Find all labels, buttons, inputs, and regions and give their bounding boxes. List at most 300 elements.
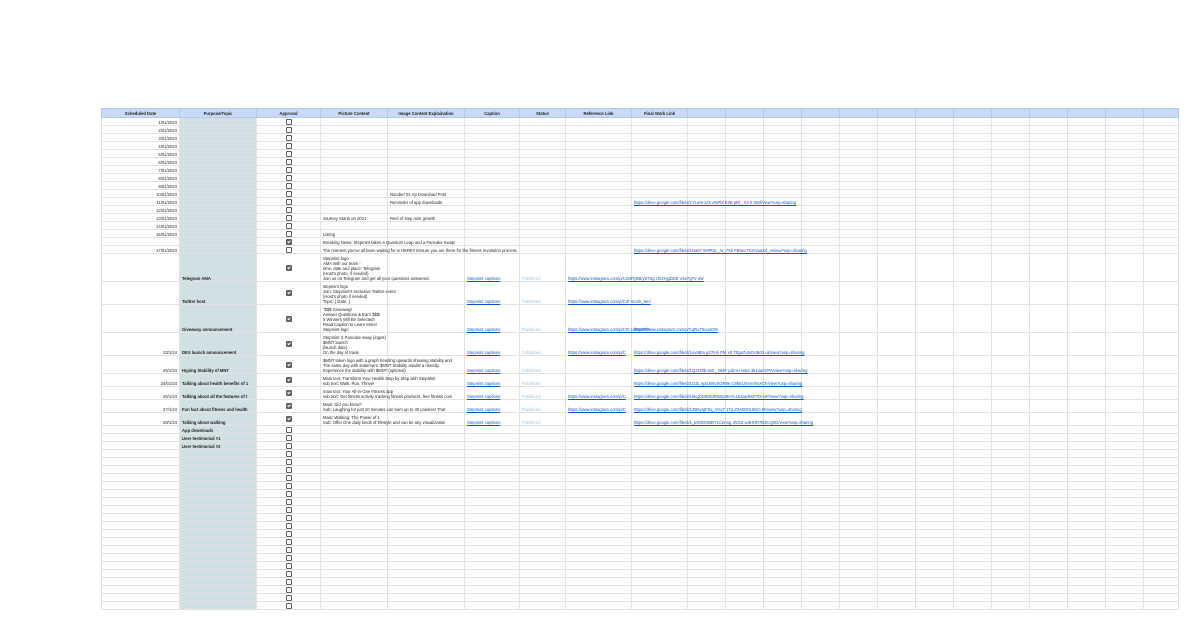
- empty-cell[interactable]: [1106, 602, 1144, 610]
- status-cell[interactable]: [520, 442, 566, 450]
- empty-cell[interactable]: [1144, 570, 1179, 578]
- caption-cell[interactable]: [465, 198, 520, 206]
- empty-cell[interactable]: [802, 538, 840, 546]
- final-work-link-cell[interactable]: [632, 426, 688, 434]
- approval-checkbox[interactable]: [286, 175, 292, 181]
- empty-cell[interactable]: [878, 118, 916, 126]
- empty-cell[interactable]: [802, 206, 840, 214]
- empty-cell[interactable]: [840, 333, 878, 356]
- empty-cell[interactable]: [1144, 474, 1179, 482]
- empty-cell[interactable]: [1144, 538, 1179, 546]
- empty-cell[interactable]: [520, 506, 566, 514]
- empty-cell[interactable]: [1106, 466, 1144, 474]
- empty-cell[interactable]: [840, 222, 878, 230]
- empty-cell[interactable]: [520, 466, 566, 474]
- empty-cell[interactable]: [840, 142, 878, 150]
- empty-cell[interactable]: [916, 206, 954, 214]
- empty-cell[interactable]: [1144, 522, 1179, 530]
- empty-cell[interactable]: [878, 356, 916, 374]
- final-work-link-cell[interactable]: [632, 198, 797, 206]
- empty-cell[interactable]: [916, 546, 954, 554]
- status-cell[interactable]: [520, 118, 566, 126]
- empty-cell[interactable]: [878, 506, 916, 514]
- empty-cell[interactable]: [954, 246, 992, 254]
- scheduled-date-cell[interactable]: 23/1/24: [102, 333, 180, 356]
- empty-cell[interactable]: [566, 522, 632, 530]
- status-cell[interactable]: [520, 238, 566, 246]
- empty-cell[interactable]: [1106, 182, 1144, 190]
- empty-cell[interactable]: [764, 282, 802, 305]
- empty-cell[interactable]: [878, 482, 916, 490]
- empty-cell[interactable]: [1030, 246, 1068, 254]
- empty-cell[interactable]: [992, 190, 1030, 198]
- empty-cell[interactable]: [388, 538, 465, 546]
- image-content-cell[interactable]: [388, 206, 465, 214]
- topic-cell[interactable]: [180, 522, 257, 530]
- empty-cell[interactable]: [802, 602, 840, 610]
- empty-cell[interactable]: [954, 570, 992, 578]
- picture-content-cell[interactable]: [321, 238, 456, 246]
- topic-cell[interactable]: [180, 586, 257, 594]
- caption-cell[interactable]: [465, 238, 520, 246]
- empty-cell[interactable]: [840, 206, 878, 214]
- empty-cell[interactable]: [1030, 356, 1068, 374]
- empty-cell[interactable]: [102, 530, 180, 538]
- empty-cell[interactable]: [878, 602, 916, 610]
- empty-cell[interactable]: [1068, 214, 1106, 222]
- empty-cell[interactable]: [840, 562, 878, 570]
- empty-cell[interactable]: [992, 562, 1030, 570]
- reference-link[interactable]: https://www.instagram.com/p/C1NRy8B/y5TSg chI2HjgDDb V4e7g7V n8/: [568, 276, 704, 281]
- caption-cell[interactable]: [465, 400, 520, 413]
- empty-cell[interactable]: [1106, 134, 1144, 142]
- final-work-link-cell[interactable]: [632, 333, 805, 356]
- empty-cell[interactable]: [688, 174, 726, 182]
- picture-content-cell[interactable]: [321, 206, 388, 214]
- empty-cell[interactable]: [954, 578, 992, 586]
- empty-cell[interactable]: [520, 578, 566, 586]
- image-content-cell[interactable]: [388, 134, 465, 142]
- empty-cell[interactable]: [465, 474, 520, 482]
- empty-cell[interactable]: [388, 498, 465, 506]
- empty-cell[interactable]: [840, 490, 878, 498]
- picture-content-cell[interactable]: [321, 333, 388, 356]
- approval-cell[interactable]: [257, 482, 321, 490]
- final-work-link-cell[interactable]: [632, 246, 807, 254]
- empty-cell[interactable]: [916, 238, 954, 246]
- caption-link[interactable]: Stepmint captions: [467, 407, 501, 412]
- scheduled-date-cell[interactable]: 10/01/2024: [102, 190, 180, 198]
- empty-cell[interactable]: [992, 522, 1030, 530]
- empty-cell[interactable]: [321, 586, 388, 594]
- reference-link-cell[interactable]: [566, 158, 632, 166]
- empty-cell[interactable]: [726, 426, 764, 434]
- empty-cell[interactable]: [688, 206, 726, 214]
- column-header[interactable]: [954, 109, 992, 118]
- empty-cell[interactable]: [954, 546, 992, 554]
- empty-cell[interactable]: [1144, 554, 1179, 562]
- caption-cell[interactable]: [465, 374, 520, 387]
- empty-cell[interactable]: [688, 150, 726, 158]
- empty-cell[interactable]: [1144, 400, 1179, 413]
- scheduled-date-cell[interactable]: 1/01/2024: [102, 118, 180, 126]
- empty-cell[interactable]: [840, 126, 878, 134]
- picture-content-cell[interactable]: [321, 305, 388, 333]
- empty-cell[interactable]: [916, 282, 954, 305]
- reference-link-cell[interactable]: [566, 214, 632, 222]
- empty-cell[interactable]: [1106, 374, 1144, 387]
- empty-cell[interactable]: [954, 238, 992, 246]
- final-work-link[interactable]: https://www.instagram.com/p/CqRuT6ou4O0/: [634, 327, 719, 332]
- empty-cell[interactable]: [688, 578, 726, 586]
- empty-cell[interactable]: [465, 594, 520, 602]
- topic-cell[interactable]: [180, 538, 257, 546]
- empty-cell[interactable]: [632, 546, 688, 554]
- empty-cell[interactable]: [840, 387, 878, 400]
- empty-cell[interactable]: [1144, 602, 1179, 610]
- empty-cell[interactable]: [1030, 400, 1068, 413]
- status-cell[interactable]: [520, 158, 566, 166]
- empty-cell[interactable]: [1068, 166, 1106, 174]
- topic-cell[interactable]: [180, 530, 257, 538]
- scheduled-date-cell[interactable]: [102, 442, 180, 450]
- empty-cell[interactable]: [764, 522, 802, 530]
- empty-cell[interactable]: [1144, 578, 1179, 586]
- empty-cell[interactable]: [688, 118, 726, 126]
- empty-cell[interactable]: [878, 198, 916, 206]
- empty-cell[interactable]: [726, 118, 764, 126]
- empty-cell[interactable]: [1106, 198, 1144, 206]
- empty-cell[interactable]: [840, 546, 878, 554]
- approval-cell[interactable]: [257, 230, 321, 238]
- caption-link[interactable]: Stepmint captions: [467, 420, 501, 425]
- empty-cell[interactable]: [1144, 434, 1179, 442]
- topic-cell[interactable]: [180, 230, 257, 238]
- scheduled-date-cell[interactable]: [102, 254, 180, 282]
- approval-cell[interactable]: [257, 305, 321, 333]
- picture-content-cell[interactable]: [321, 413, 446, 426]
- empty-cell[interactable]: [566, 586, 632, 594]
- column-header[interactable]: Reference Link: [566, 109, 632, 118]
- approval-cell[interactable]: [257, 206, 321, 214]
- empty-cell[interactable]: [992, 198, 1030, 206]
- empty-cell[interactable]: [954, 118, 992, 126]
- empty-cell[interactable]: [566, 474, 632, 482]
- empty-cell[interactable]: [840, 466, 878, 474]
- empty-cell[interactable]: [764, 482, 802, 490]
- final-work-link-cell[interactable]: [632, 126, 688, 134]
- empty-cell[interactable]: [632, 602, 688, 610]
- empty-cell[interactable]: [802, 246, 840, 254]
- empty-cell[interactable]: [1068, 305, 1106, 333]
- empty-cell[interactable]: [992, 126, 1030, 134]
- picture-content-cell[interactable]: [321, 434, 388, 442]
- empty-cell[interactable]: [688, 474, 726, 482]
- empty-cell[interactable]: [726, 206, 764, 214]
- empty-cell[interactable]: [764, 206, 802, 214]
- empty-cell[interactable]: [1030, 530, 1068, 538]
- empty-cell[interactable]: [1068, 586, 1106, 594]
- empty-cell[interactable]: [688, 482, 726, 490]
- column-header[interactable]: [840, 109, 878, 118]
- topic-cell[interactable]: [180, 174, 257, 182]
- approval-cell[interactable]: [257, 150, 321, 158]
- empty-cell[interactable]: [840, 305, 878, 333]
- empty-cell[interactable]: [1030, 434, 1068, 442]
- empty-cell[interactable]: [802, 400, 840, 413]
- empty-cell[interactable]: [632, 474, 688, 482]
- empty-cell[interactable]: [954, 254, 992, 282]
- empty-cell[interactable]: [764, 458, 802, 466]
- empty-cell[interactable]: [321, 466, 388, 474]
- empty-cell[interactable]: [1030, 514, 1068, 522]
- final-work-link-cell[interactable]: [632, 238, 688, 246]
- empty-cell[interactable]: [954, 182, 992, 190]
- scheduled-date-cell[interactable]: [102, 434, 180, 442]
- empty-cell[interactable]: [1144, 374, 1179, 387]
- empty-cell[interactable]: [992, 246, 1030, 254]
- status-cell[interactable]: [520, 426, 566, 434]
- status-cell[interactable]: Published: [520, 387, 566, 400]
- empty-cell[interactable]: [878, 413, 916, 426]
- empty-cell[interactable]: [992, 474, 1030, 482]
- empty-cell[interactable]: [632, 570, 688, 578]
- empty-cell[interactable]: [465, 498, 520, 506]
- empty-cell[interactable]: [764, 474, 802, 482]
- empty-cell[interactable]: [726, 142, 764, 150]
- status-cell[interactable]: [520, 246, 566, 254]
- image-content-cell[interactable]: [388, 305, 465, 333]
- approval-checkbox[interactable]: [286, 416, 292, 422]
- empty-cell[interactable]: [1068, 466, 1106, 474]
- empty-cell[interactable]: [954, 586, 992, 594]
- empty-cell[interactable]: [764, 570, 802, 578]
- empty-cell[interactable]: [802, 594, 840, 602]
- status-cell[interactable]: Published: [520, 254, 566, 282]
- empty-cell[interactable]: [764, 578, 802, 586]
- topic-cell[interactable]: [180, 134, 257, 142]
- empty-cell[interactable]: [688, 282, 726, 305]
- topic-cell[interactable]: User testimonial #2: [180, 442, 257, 450]
- approval-cell[interactable]: [257, 222, 321, 230]
- empty-cell[interactable]: [878, 174, 916, 182]
- empty-cell[interactable]: [1106, 400, 1144, 413]
- empty-cell[interactable]: [688, 158, 726, 166]
- empty-cell[interactable]: [954, 458, 992, 466]
- picture-content-cell[interactable]: [321, 222, 388, 230]
- final-work-link-cell[interactable]: [632, 182, 688, 190]
- empty-cell[interactable]: [954, 387, 992, 400]
- empty-cell[interactable]: [1030, 222, 1068, 230]
- column-header[interactable]: Image Content Explaination: [388, 109, 465, 118]
- final-work-link-cell[interactable]: [632, 214, 688, 222]
- empty-cell[interactable]: [954, 450, 992, 458]
- topic-cell[interactable]: [180, 150, 257, 158]
- empty-cell[interactable]: [102, 498, 180, 506]
- empty-cell[interactable]: [726, 238, 764, 246]
- empty-cell[interactable]: [992, 356, 1030, 374]
- empty-cell[interactable]: [802, 554, 840, 562]
- empty-cell[interactable]: [1068, 134, 1106, 142]
- empty-cell[interactable]: [916, 554, 954, 562]
- empty-cell[interactable]: [954, 190, 992, 198]
- empty-cell[interactable]: [102, 578, 180, 586]
- final-work-link[interactable]: https://drive.google.com/file/d/1ZB6yIgF0q_Vlcv7 1TjLZ3A0D0L8NO 8K/view?usp=sharing: [634, 407, 802, 412]
- empty-cell[interactable]: [726, 498, 764, 506]
- empty-cell[interactable]: [1144, 230, 1179, 238]
- empty-cell[interactable]: [840, 118, 878, 126]
- empty-cell[interactable]: [840, 498, 878, 506]
- empty-cell[interactable]: [840, 356, 878, 374]
- empty-cell[interactable]: [632, 514, 688, 522]
- topic-cell[interactable]: Talking about walking: [180, 413, 257, 426]
- empty-cell[interactable]: [840, 230, 878, 238]
- empty-cell[interactable]: [1106, 594, 1144, 602]
- approval-cell[interactable]: [257, 506, 321, 514]
- empty-cell[interactable]: [992, 400, 1030, 413]
- empty-cell[interactable]: [1068, 506, 1106, 514]
- empty-cell[interactable]: [992, 222, 1030, 230]
- empty-cell[interactable]: [465, 602, 520, 610]
- empty-cell[interactable]: [954, 198, 992, 206]
- empty-cell[interactable]: [1106, 174, 1144, 182]
- empty-cell[interactable]: [1144, 546, 1179, 554]
- empty-cell[interactable]: [520, 482, 566, 490]
- approval-cell[interactable]: [257, 434, 321, 442]
- empty-cell[interactable]: [992, 214, 1030, 222]
- empty-cell[interactable]: [688, 514, 726, 522]
- approval-cell[interactable]: [257, 578, 321, 586]
- image-content-cell[interactable]: [388, 150, 465, 158]
- empty-cell[interactable]: [688, 546, 726, 554]
- empty-cell[interactable]: [1144, 356, 1179, 374]
- empty-cell[interactable]: [688, 538, 726, 546]
- empty-cell[interactable]: [1106, 333, 1144, 356]
- scheduled-date-cell[interactable]: [102, 282, 180, 305]
- empty-cell[interactable]: [1068, 142, 1106, 150]
- topic-cell[interactable]: [180, 490, 257, 498]
- empty-cell[interactable]: [632, 578, 688, 586]
- reference-link[interactable]: https://www.instagram.com/p/C: [568, 394, 626, 399]
- scheduled-date-cell[interactable]: [102, 238, 180, 246]
- empty-cell[interactable]: [1144, 514, 1179, 522]
- empty-cell[interactable]: [1106, 222, 1144, 230]
- empty-cell[interactable]: [102, 602, 180, 610]
- empty-cell[interactable]: [465, 578, 520, 586]
- empty-cell[interactable]: [1030, 458, 1068, 466]
- topic-cell[interactable]: [180, 474, 257, 482]
- empty-cell[interactable]: [954, 554, 992, 562]
- empty-cell[interactable]: [1106, 474, 1144, 482]
- empty-cell[interactable]: [992, 254, 1030, 282]
- scheduled-date-cell[interactable]: 24/01/24: [102, 374, 180, 387]
- empty-cell[interactable]: [992, 482, 1030, 490]
- caption-cell[interactable]: [465, 126, 520, 134]
- empty-cell[interactable]: [465, 458, 520, 466]
- empty-cell[interactable]: [1144, 498, 1179, 506]
- empty-cell[interactable]: [1106, 578, 1144, 586]
- status-cell[interactable]: Published: [520, 413, 566, 426]
- empty-cell[interactable]: [954, 158, 992, 166]
- empty-cell[interactable]: [726, 174, 764, 182]
- picture-content-cell[interactable]: [321, 282, 396, 305]
- reference-link-cell[interactable]: [566, 230, 632, 238]
- empty-cell[interactable]: [1144, 387, 1179, 400]
- topic-cell[interactable]: User testimonial #1: [180, 434, 257, 442]
- empty-cell[interactable]: [878, 206, 916, 214]
- empty-cell[interactable]: [802, 578, 840, 586]
- empty-cell[interactable]: [878, 514, 916, 522]
- empty-cell[interactable]: [1030, 442, 1068, 450]
- empty-cell[interactable]: [1030, 305, 1068, 333]
- reference-link[interactable]: https://www.instagram.com/p/C: [568, 350, 626, 355]
- approval-cell[interactable]: [257, 182, 321, 190]
- empty-cell[interactable]: [916, 222, 954, 230]
- empty-cell[interactable]: [954, 305, 992, 333]
- empty-cell[interactable]: [954, 413, 992, 426]
- empty-cell[interactable]: [764, 222, 802, 230]
- topic-cell[interactable]: [180, 166, 257, 174]
- empty-cell[interactable]: [1144, 282, 1179, 305]
- empty-cell[interactable]: [840, 474, 878, 482]
- empty-cell[interactable]: [1068, 206, 1106, 214]
- approval-checkbox[interactable]: [286, 531, 292, 537]
- final-work-link-cell[interactable]: [632, 374, 803, 387]
- empty-cell[interactable]: [954, 442, 992, 450]
- image-content-cell[interactable]: [388, 126, 465, 134]
- empty-cell[interactable]: [688, 466, 726, 474]
- empty-cell[interactable]: [878, 562, 916, 570]
- approval-cell[interactable]: [257, 450, 321, 458]
- final-work-link[interactable]: https://drive.google.com/file/d/1G3L np0Js0vXGR9e C9bEUXrvmhvXCF/view?usp=sharing: [634, 381, 803, 386]
- image-content-cell[interactable]: [388, 434, 465, 442]
- empty-cell[interactable]: [992, 206, 1030, 214]
- final-work-link-cell[interactable]: [632, 158, 688, 166]
- picture-content-cell[interactable]: [321, 150, 388, 158]
- empty-cell[interactable]: [954, 490, 992, 498]
- caption-cell[interactable]: [465, 166, 520, 174]
- empty-cell[interactable]: [954, 166, 992, 174]
- empty-cell[interactable]: [520, 522, 566, 530]
- empty-cell[interactable]: [954, 434, 992, 442]
- image-content-cell[interactable]: Reminder of app downloads: [388, 198, 465, 206]
- approval-cell[interactable]: [257, 522, 321, 530]
- approval-cell[interactable]: [257, 118, 321, 126]
- approval-checkbox[interactable]: [286, 119, 292, 125]
- empty-cell[interactable]: [388, 466, 465, 474]
- topic-cell[interactable]: [180, 206, 257, 214]
- empty-cell[interactable]: [102, 594, 180, 602]
- empty-cell[interactable]: [388, 458, 465, 466]
- empty-cell[interactable]: [102, 554, 180, 562]
- empty-cell[interactable]: [1068, 118, 1106, 126]
- picture-content-cell[interactable]: [321, 387, 453, 400]
- empty-cell[interactable]: [954, 538, 992, 546]
- topic-cell[interactable]: Twitter host: [180, 282, 257, 305]
- empty-cell[interactable]: [764, 174, 802, 182]
- empty-cell[interactable]: [102, 450, 180, 458]
- empty-cell[interactable]: [102, 514, 180, 522]
- topic-cell[interactable]: [180, 466, 257, 474]
- approval-cell[interactable]: [257, 413, 321, 426]
- empty-cell[interactable]: [632, 450, 688, 458]
- column-header[interactable]: Scheduled Date: [102, 109, 180, 118]
- empty-cell[interactable]: [916, 602, 954, 610]
- empty-cell[interactable]: [388, 586, 465, 594]
- empty-cell[interactable]: [1068, 246, 1106, 254]
- empty-cell[interactable]: [1068, 230, 1106, 238]
- approval-cell[interactable]: [257, 466, 321, 474]
